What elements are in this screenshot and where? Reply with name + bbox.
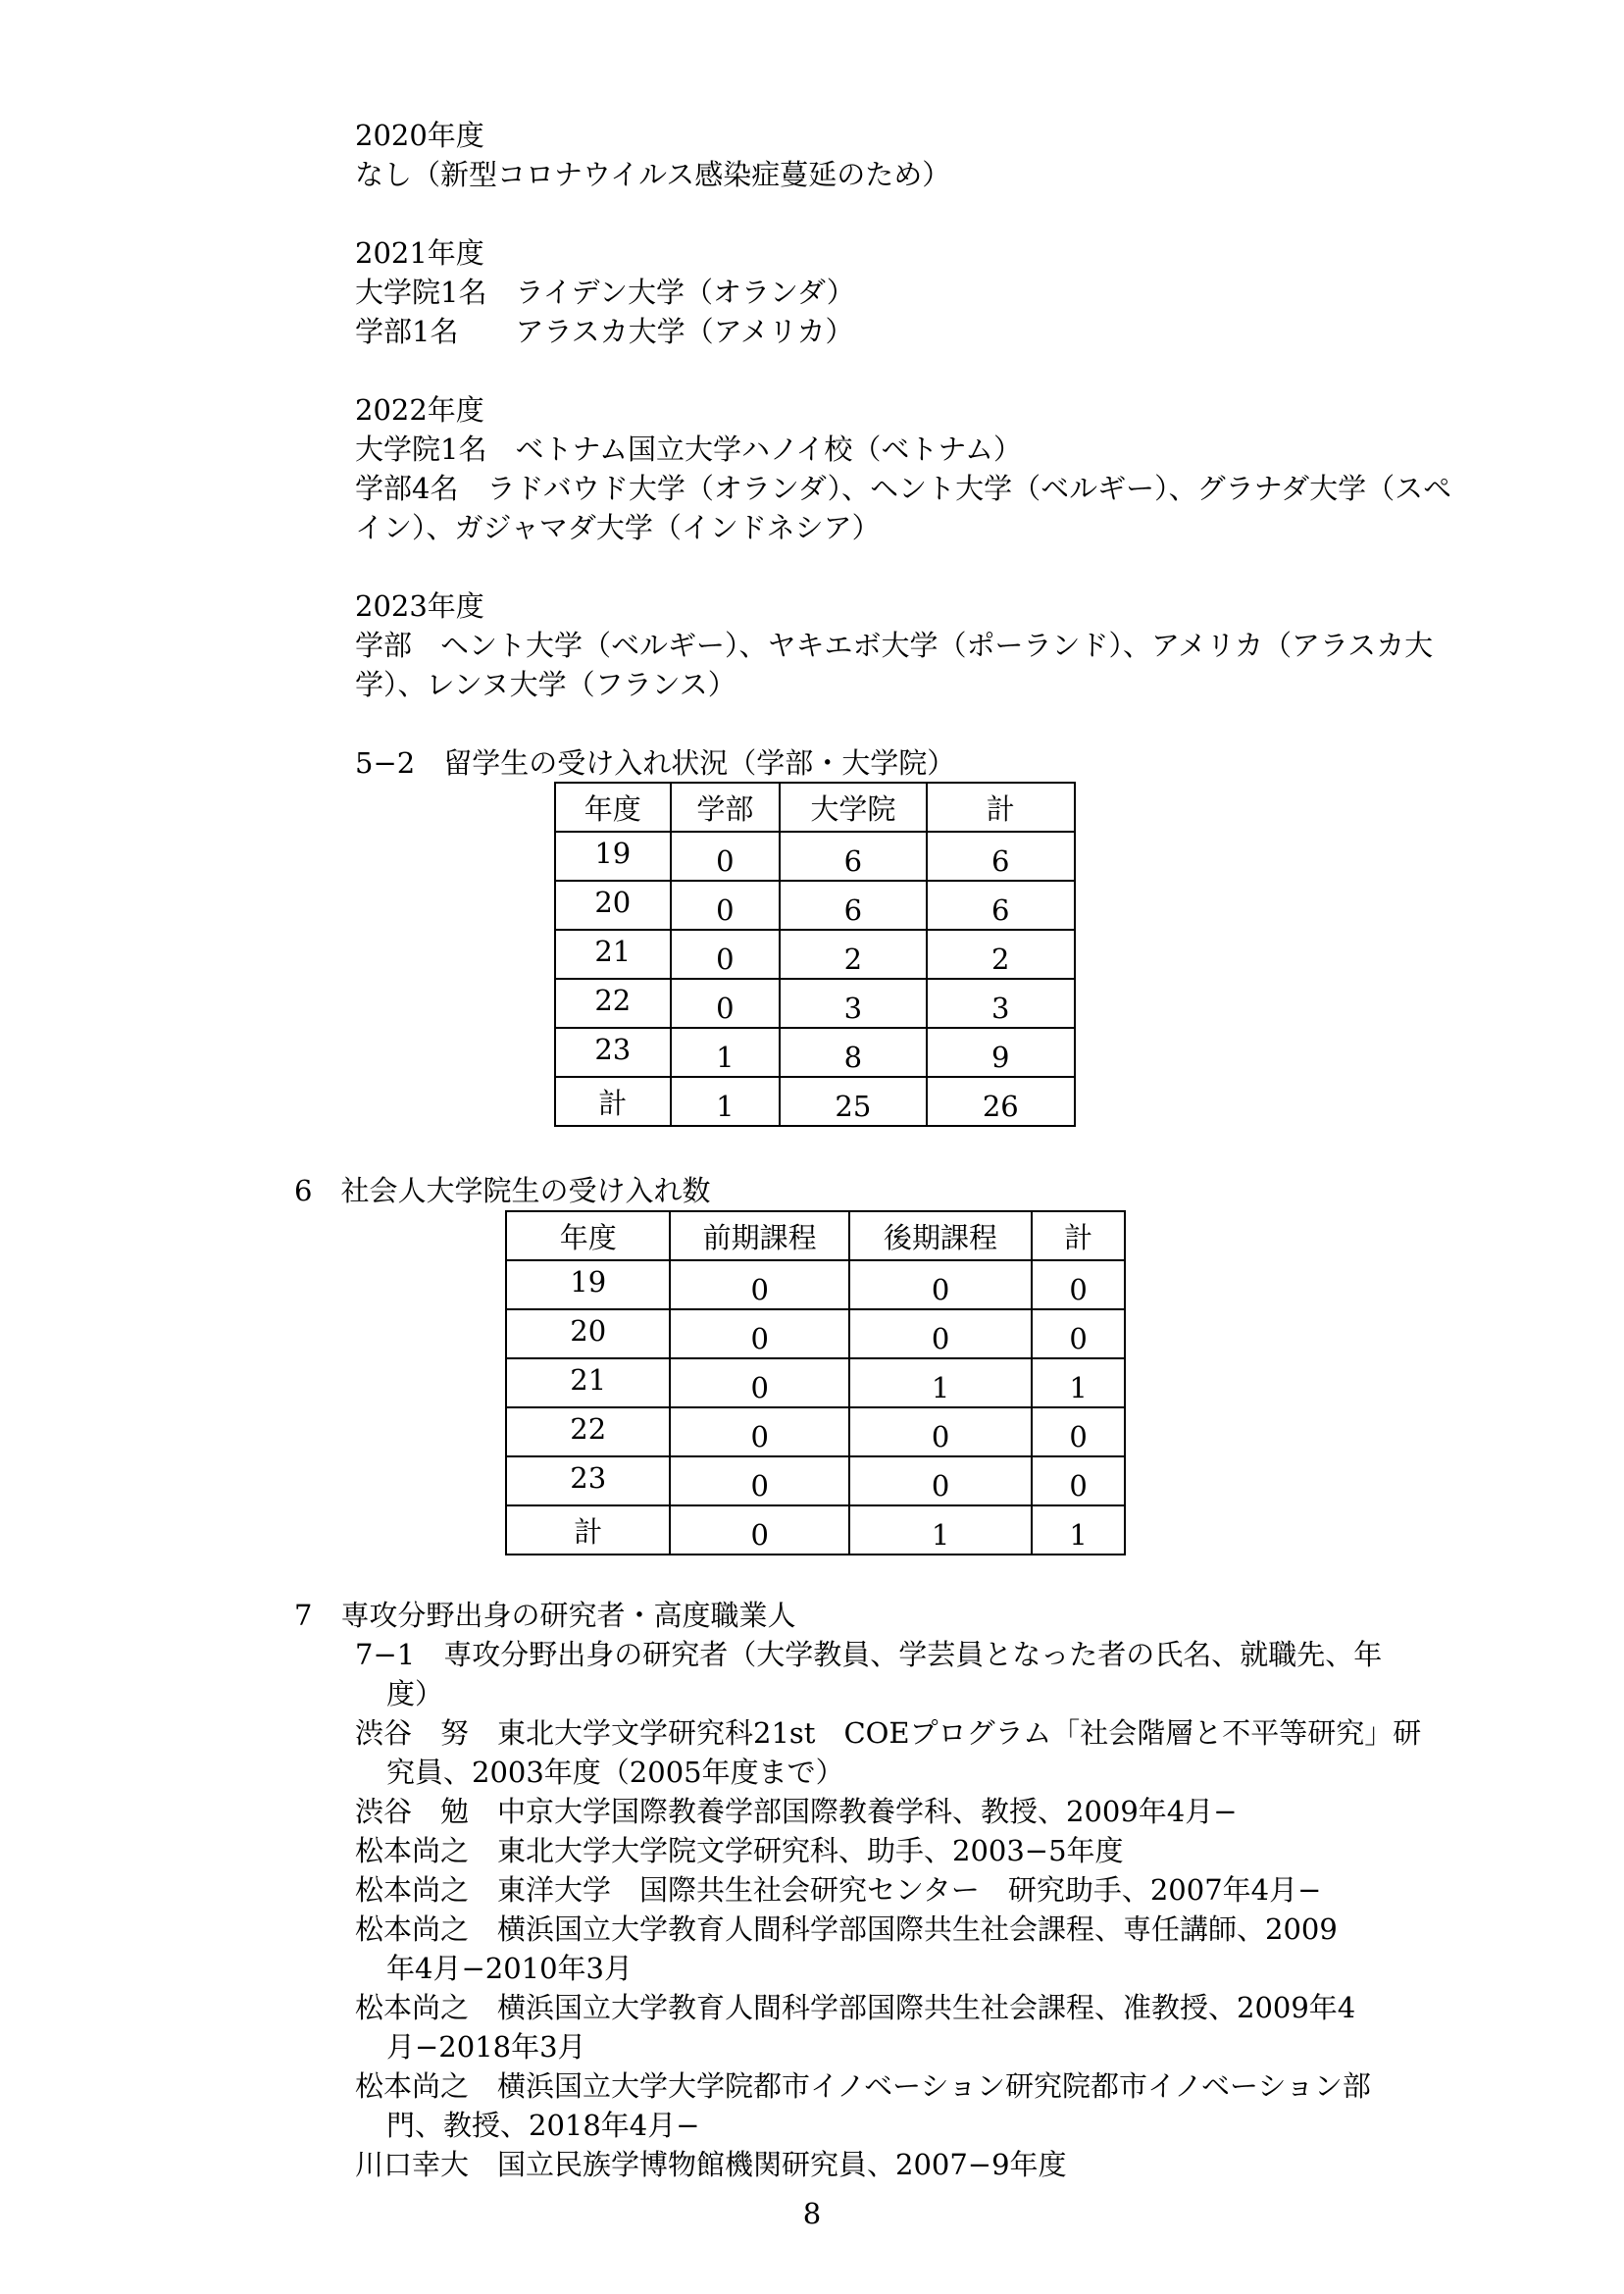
value-cell: 1 (671, 1028, 781, 1077)
value-cell: 2 (927, 930, 1075, 979)
section-6-title: 6 社会人大学院生の受け入れ数 (294, 1174, 711, 1207)
value-cell: 0 (670, 1358, 848, 1407)
exchange-line: 大学院1名 ベトナム国立大学ハノイ校（ベトナム） (355, 433, 1022, 466)
international-students-table (554, 782, 1076, 1127)
column-header: 大学院 (780, 783, 926, 832)
researcher-entry: 川口幸大 国立民族学博物館機関研究員、2007−9年度 (355, 2148, 1067, 2181)
exchange-line: イン）、ガジャマダ大学（インドネシア） (355, 511, 881, 544)
value-cell: 26 (927, 1077, 1075, 1126)
value-cell: 0 (671, 881, 781, 930)
value-cell: 0 (670, 1407, 848, 1456)
researcher-entry-cont: 月−2018年3月 (386, 2030, 586, 2064)
column-header: 学部 (671, 783, 781, 832)
researcher-entry: 渋谷 努 東北大学文学研究科21st COEプログラム「社会階層と不平等研究」研 (355, 1716, 1422, 1750)
year-cell: 19 (506, 1260, 670, 1309)
value-cell: 8 (780, 1028, 926, 1077)
value-cell: 9 (927, 1028, 1075, 1077)
working-adult-students-table (505, 1210, 1126, 1555)
value-cell: 6 (780, 832, 926, 881)
column-header: 年度 (555, 783, 671, 832)
value-cell: 0 (670, 1505, 848, 1555)
value-cell: 1 (671, 1077, 781, 1126)
researcher-entry: 松本尚之 東洋大学 国際共生社会研究センター 研究助手、2007年4月− (355, 1873, 1322, 1907)
table-header-row (506, 1211, 1125, 1260)
table-row (555, 881, 1075, 930)
total-label-cell: 計 (555, 1077, 671, 1126)
year-cell: 23 (506, 1456, 670, 1505)
column-header: 年度 (506, 1211, 670, 1260)
year-cell: 21 (555, 930, 671, 979)
value-cell: 0 (671, 832, 781, 881)
table-row (506, 1309, 1125, 1358)
researcher-entry-cont: 門、教授、2018年4月− (386, 2109, 700, 2142)
table-row (555, 832, 1075, 881)
value-cell: 0 (849, 1407, 1032, 1456)
table-row (555, 930, 1075, 979)
researcher-entry: 松本尚之 東北大学大学院文学研究科、助手、2003−5年度 (355, 1834, 1124, 1867)
column-header: 前期課程 (670, 1211, 848, 1260)
value-cell: 0 (671, 979, 781, 1028)
column-header: 後期課程 (849, 1211, 1032, 1260)
value-cell: 0 (1032, 1407, 1125, 1456)
value-cell: 0 (1032, 1309, 1125, 1358)
table-total-row (555, 1077, 1075, 1126)
column-header: 計 (1032, 1211, 1125, 1260)
section-5-2-title: 5−2 留学生の受け入れ状況（学部・大学院） (355, 746, 956, 780)
exchange-line: 大学院1名 ライデン大学（オランダ） (355, 276, 855, 309)
researcher-entry: 渋谷 勉 中京大学国際教養学部国際教養学科、教授、2009年4月− (355, 1795, 1238, 1828)
year-heading-2020: 2020年度 (355, 119, 484, 152)
value-cell: 0 (849, 1456, 1032, 1505)
researcher-entry: 松本尚之 横浜国立大学教育人間科学部国際共生社会課程、准教授、2009年4 (355, 1991, 1356, 2024)
table-header-row (555, 783, 1075, 832)
value-cell: 0 (670, 1456, 848, 1505)
value-cell: 2 (780, 930, 926, 979)
year-heading-2022: 2022年度 (355, 393, 484, 427)
year-cell: 20 (506, 1309, 670, 1358)
year-heading-2021: 2021年度 (355, 236, 484, 270)
value-cell: 1 (1032, 1358, 1125, 1407)
section-7-title: 7 専攻分野出身の研究者・高度職業人 (294, 1599, 796, 1632)
table-row (506, 1260, 1125, 1309)
exchange-line: 学部 ヘント大学（ベルギー）、ヤキエボ大学（ポーランド）、アメリカ（アラスカ大 (355, 629, 1434, 662)
section-7-1-title-cont: 度） (386, 1677, 444, 1710)
value-cell: 0 (849, 1260, 1032, 1309)
table-row (506, 1407, 1125, 1456)
year-cell: 22 (506, 1407, 670, 1456)
value-cell: 0 (1032, 1260, 1125, 1309)
value-cell: 3 (927, 979, 1075, 1028)
table-row (555, 979, 1075, 1028)
year-cell: 23 (555, 1028, 671, 1077)
value-cell: 25 (780, 1077, 926, 1126)
value-cell: 1 (849, 1505, 1032, 1555)
table-total-row (506, 1505, 1125, 1555)
table-row (555, 1028, 1075, 1077)
year-cell: 22 (555, 979, 671, 1028)
value-cell: 0 (1032, 1456, 1125, 1505)
researcher-entry: 松本尚之 横浜国立大学教育人間科学部国際共生社会課程、専任講師、2009 (355, 1912, 1338, 1946)
exchange-line: 学部1名 アラスカ大学（アメリカ） (355, 315, 854, 348)
researcher-entry-cont: 究員、2003年度（2005年度まで） (386, 1756, 844, 1789)
value-cell: 6 (927, 881, 1075, 930)
value-cell: 0 (849, 1309, 1032, 1358)
researcher-entry: 松本尚之 横浜国立大学大学院都市イノベーション研究院都市イノベーション部 (355, 2069, 1371, 2103)
year-cell: 21 (506, 1358, 670, 1407)
value-cell: 3 (780, 979, 926, 1028)
value-cell: 1 (849, 1358, 1032, 1407)
exchange-line: 学）、レンヌ大学（フランス） (355, 668, 736, 701)
page-number: 8 (802, 2197, 822, 2230)
table-row (506, 1358, 1125, 1407)
year-cell: 19 (555, 832, 671, 881)
exchange-line: なし（新型コロナウイルス感染症蔓延のため） (355, 158, 951, 191)
researcher-entry-cont: 年4月−2010年3月 (386, 1952, 634, 1985)
year-cell: 20 (555, 881, 671, 930)
total-label-cell: 計 (506, 1505, 670, 1555)
value-cell: 0 (670, 1309, 848, 1358)
value-cell: 0 (671, 930, 781, 979)
table-row (506, 1456, 1125, 1505)
section-7-1-title: 7−1 専攻分野出身の研究者（大学教員、学芸員となった者の氏名、就職先、年 (355, 1638, 1383, 1671)
exchange-line: 学部4名 ラドバウド大学（オランダ）、ヘント大学（ベルギー）、グラナダ大学（スペ (355, 472, 1452, 505)
value-cell: 1 (1032, 1505, 1125, 1555)
value-cell: 6 (927, 832, 1075, 881)
value-cell: 0 (670, 1260, 848, 1309)
value-cell: 6 (780, 881, 926, 930)
column-header: 計 (927, 783, 1075, 832)
year-heading-2023: 2023年度 (355, 589, 484, 623)
